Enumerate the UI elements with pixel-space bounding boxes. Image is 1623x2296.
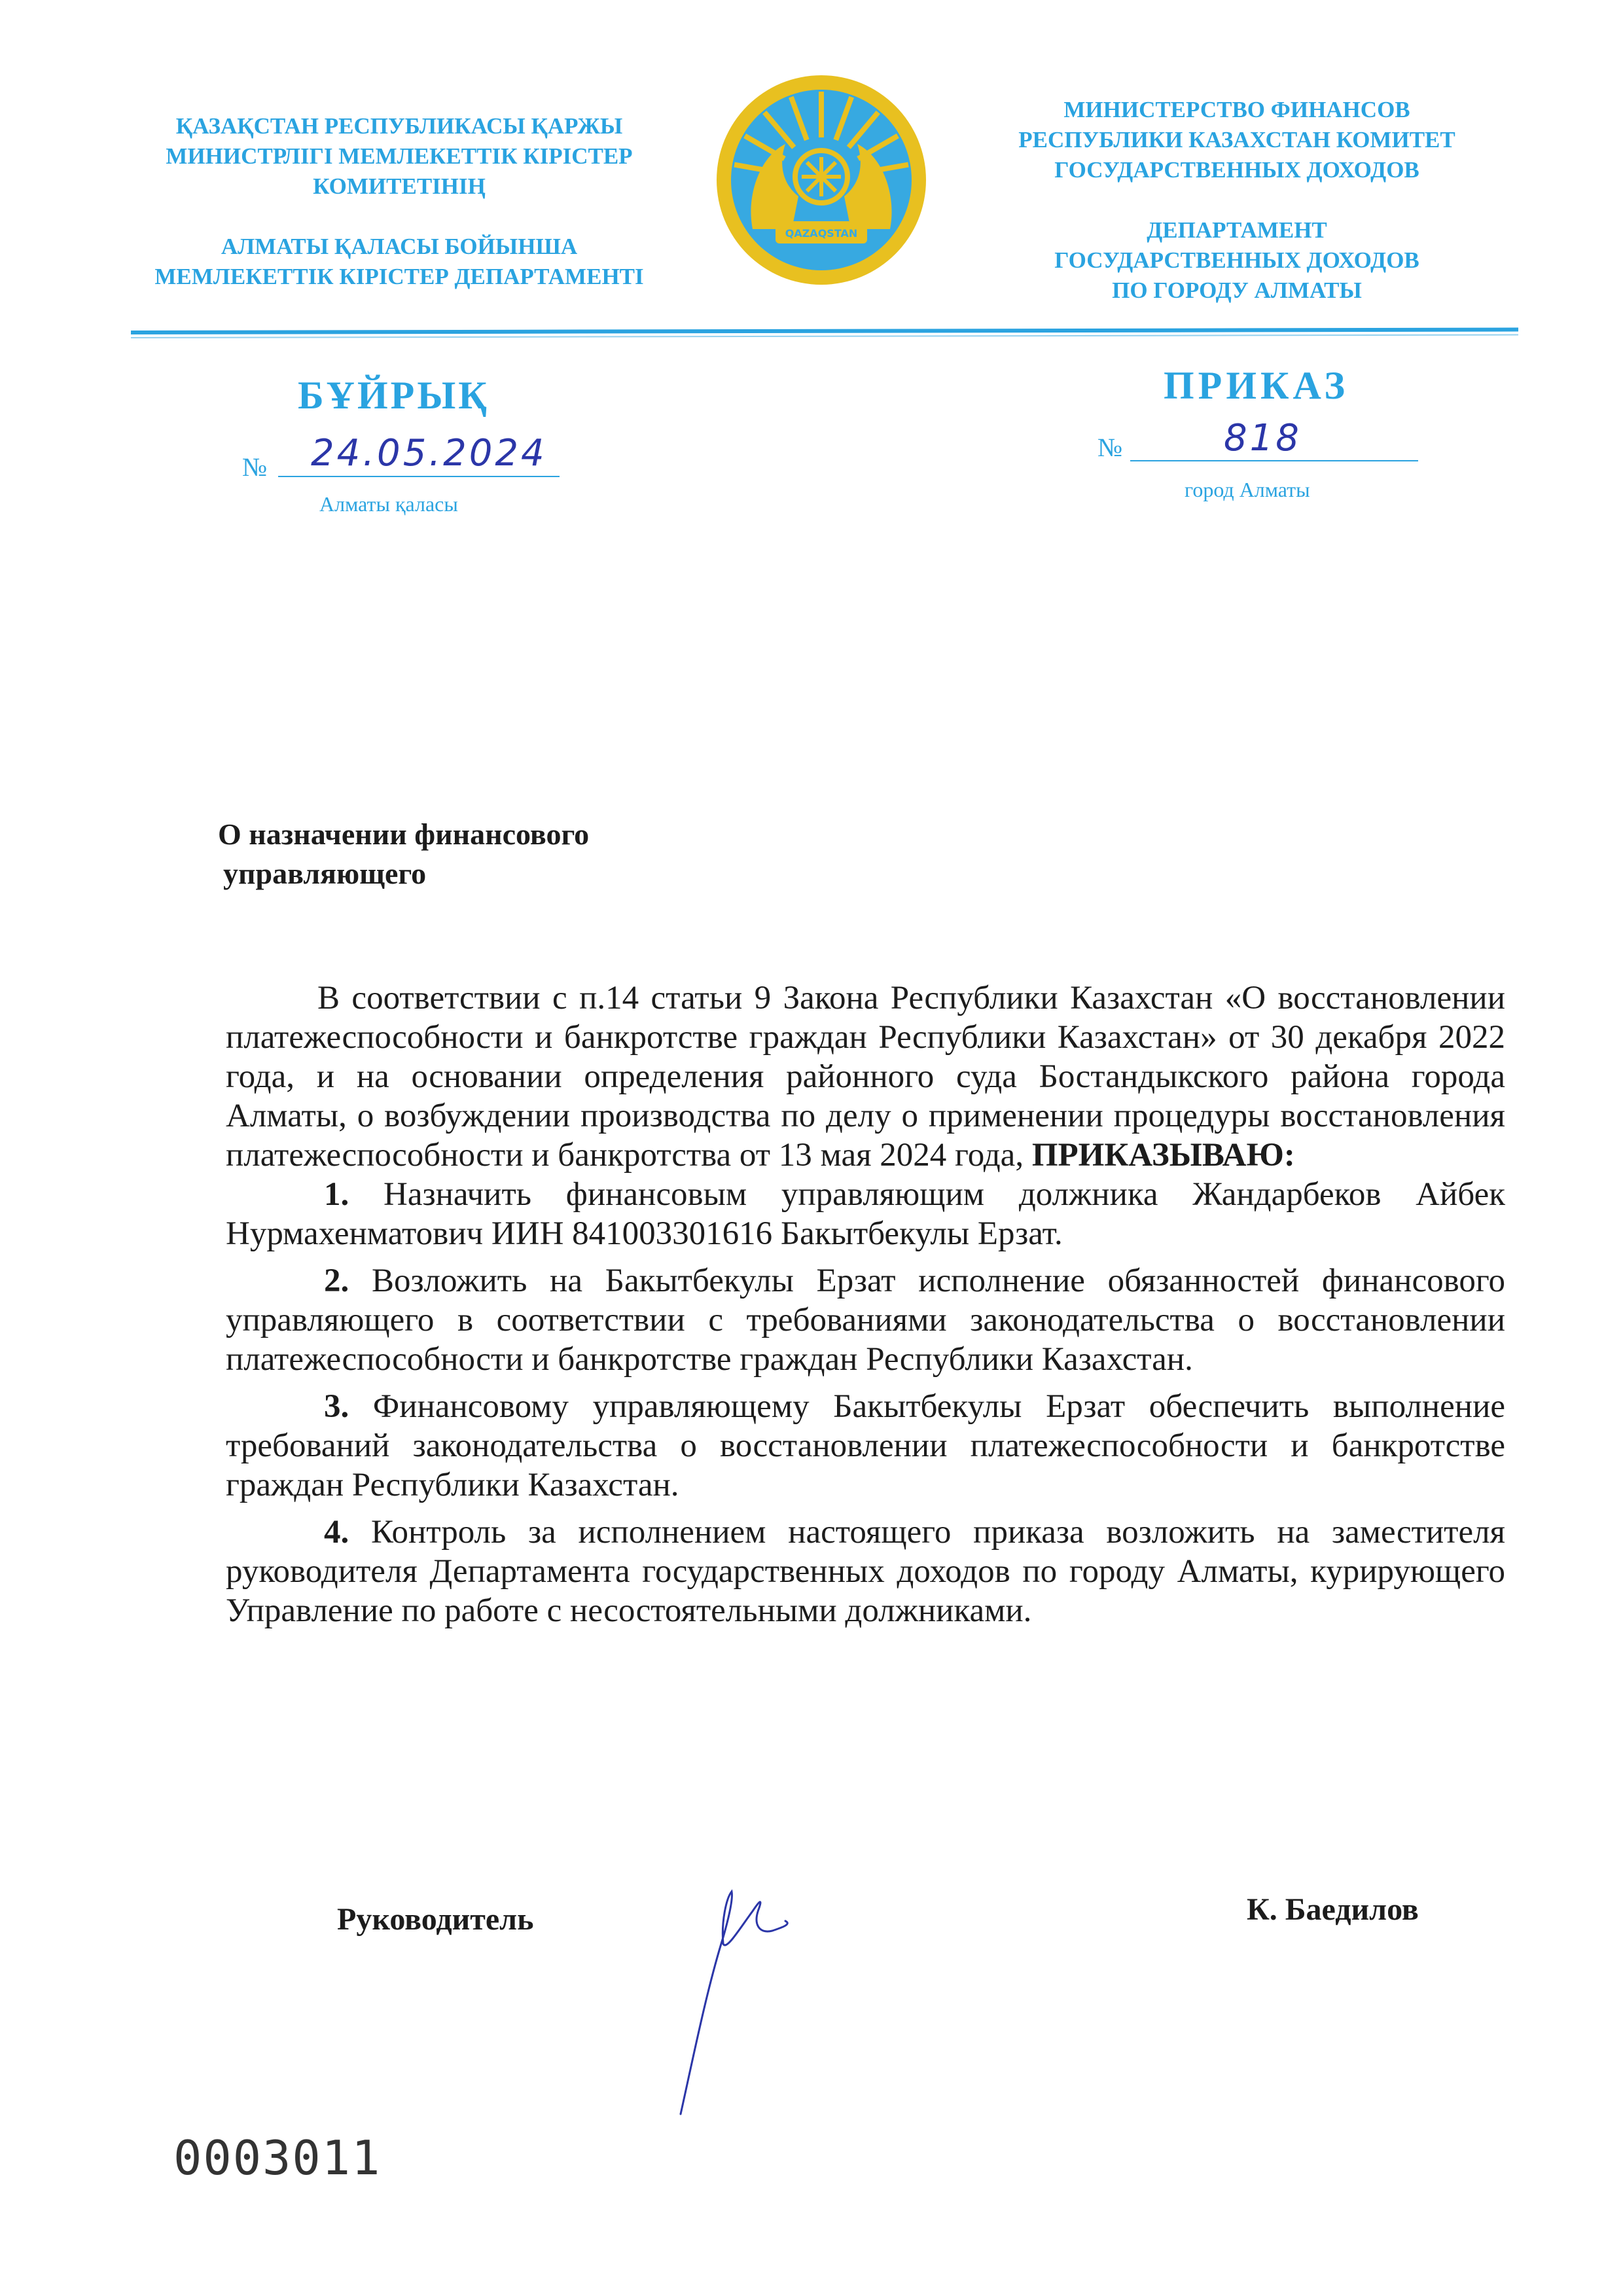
item-number: 2. <box>324 1263 349 1299</box>
item-number: 3. <box>324 1388 349 1425</box>
header-divider <box>131 328 1518 334</box>
header-kz-line: ҚАЗАҚСТАН РЕСПУБЛИКАСЫ ҚАРЖЫ <box>175 113 623 139</box>
header-kz-line: КОМИТЕТІНІҢ <box>313 173 486 199</box>
handwritten-number: 818 <box>1224 417 1302 459</box>
header-russian <box>982 95 1492 306</box>
header-kazakh <box>118 111 681 292</box>
order-word: ПРИКАЗЫВАЮ: <box>1031 1137 1295 1174</box>
city-ru: город Алматы <box>1185 478 1310 501</box>
signatory-name: К. Баедилов <box>1247 1892 1419 1927</box>
order-item <box>226 1513 1505 1630</box>
item-text: Назначить финансовым управляющим должника Жандарбеков Айбек Нурмахенматович ИИН 841003301616 Бакытбекулы Ерзат. <box>226 1176 1505 1252</box>
form-serial-number: 0003011 <box>173 2130 382 2185</box>
header-ru-line: ГОСУДАРСТВЕННЫХ ДОХОДОВ <box>1054 247 1419 273</box>
item-text: Контроль за исполнением настоящего приказа возложить на заместителя руководителя Департамента государственных доходов по городу Алматы, курирующего Управление по работе с несостоятельными должниками. <box>226 1514 1506 1629</box>
header-divider-thin <box>131 334 1518 338</box>
handwritten-date: 24.05.2024 <box>311 432 547 475</box>
subject-line: О назначении финансового <box>218 817 590 851</box>
order-title-kz: БҰЙРЫҚ <box>298 374 490 417</box>
order-item <box>226 1175 1505 1253</box>
document-body <box>226 978 1505 1630</box>
header-kz-line: МЕМЛЕКЕТТІК КІРІСТЕР ДЕПАРТАМЕНТІ <box>154 264 644 289</box>
order-title-ru: ПРИКАЗ <box>1164 364 1349 407</box>
header-ru-line: МИНИСТЕРСТВО ФИНАНСОВ <box>1063 97 1410 122</box>
number-label-ru: № <box>1097 433 1123 462</box>
subject-line: управляющего <box>223 857 427 890</box>
item-number: 4. <box>324 1514 349 1551</box>
header-ru-line: ГОСУДАРСТВЕННЫХ ДОХОДОВ <box>1054 157 1419 183</box>
signatory-title: Руководитель <box>337 1902 534 1937</box>
item-text: Возложить на Бакытбекулы Ерзат исполнение обязанностей финансового управляющего в соответствии с требованиями законодательства о восстановлении платежеспособности и банкротстве граждан Республики Казахстан. <box>226 1263 1505 1378</box>
header-kz-line: МИНИСТРЛІГІ МЕМЛЕКЕТТІК КІРІСТЕР <box>166 143 633 169</box>
emblem-label: QAZAQSTAN <box>785 227 858 240</box>
order-item <box>226 1261 1505 1379</box>
number-underline-ru <box>1130 460 1418 461</box>
number-underline-kz <box>278 476 560 477</box>
order-item <box>226 1387 1505 1505</box>
header-kz-line: АЛМАТЫ ҚАЛАСЫ БОЙЫНША <box>221 234 578 259</box>
number-label-kz: № <box>242 452 268 482</box>
document-subject <box>218 815 589 893</box>
city-kz: Алматы қаласы <box>319 492 458 516</box>
preamble-paragraph <box>226 978 1505 1175</box>
header-ru-line: ПО ГОРОДУ АЛМАТЫ <box>1112 278 1362 303</box>
preamble-text: В соответствии с п.14 статьи 9 Закона Республики Казахстан «О восстановлении платежеспособности и банкротстве граждан Республики Казахстан» от 30 декабря 2022 года, и на основании определения районного суда Бостандыкского района города Алматы, о возбуждении производства по делу о применении процедуры восстановления платежеспособности и банкротства от 13 мая 2024 года, <box>226 980 1505 1174</box>
state-emblem-icon <box>713 72 929 288</box>
handwritten-signature-icon <box>661 1859 831 2121</box>
item-number: 1. <box>324 1176 349 1213</box>
header-ru-line: ДЕПАРТАМЕНТ <box>1147 217 1327 243</box>
item-text: Финансовому управляющему Бакытбекулы Ерзат обеспечить выполнение требований законодательства о восстановлении платежеспособности и банкротстве граждан Республики Казахстан. <box>226 1388 1506 1503</box>
header-ru-line: РЕСПУБЛИКИ КАЗАХСТАН КОМИТЕТ <box>1018 127 1455 152</box>
